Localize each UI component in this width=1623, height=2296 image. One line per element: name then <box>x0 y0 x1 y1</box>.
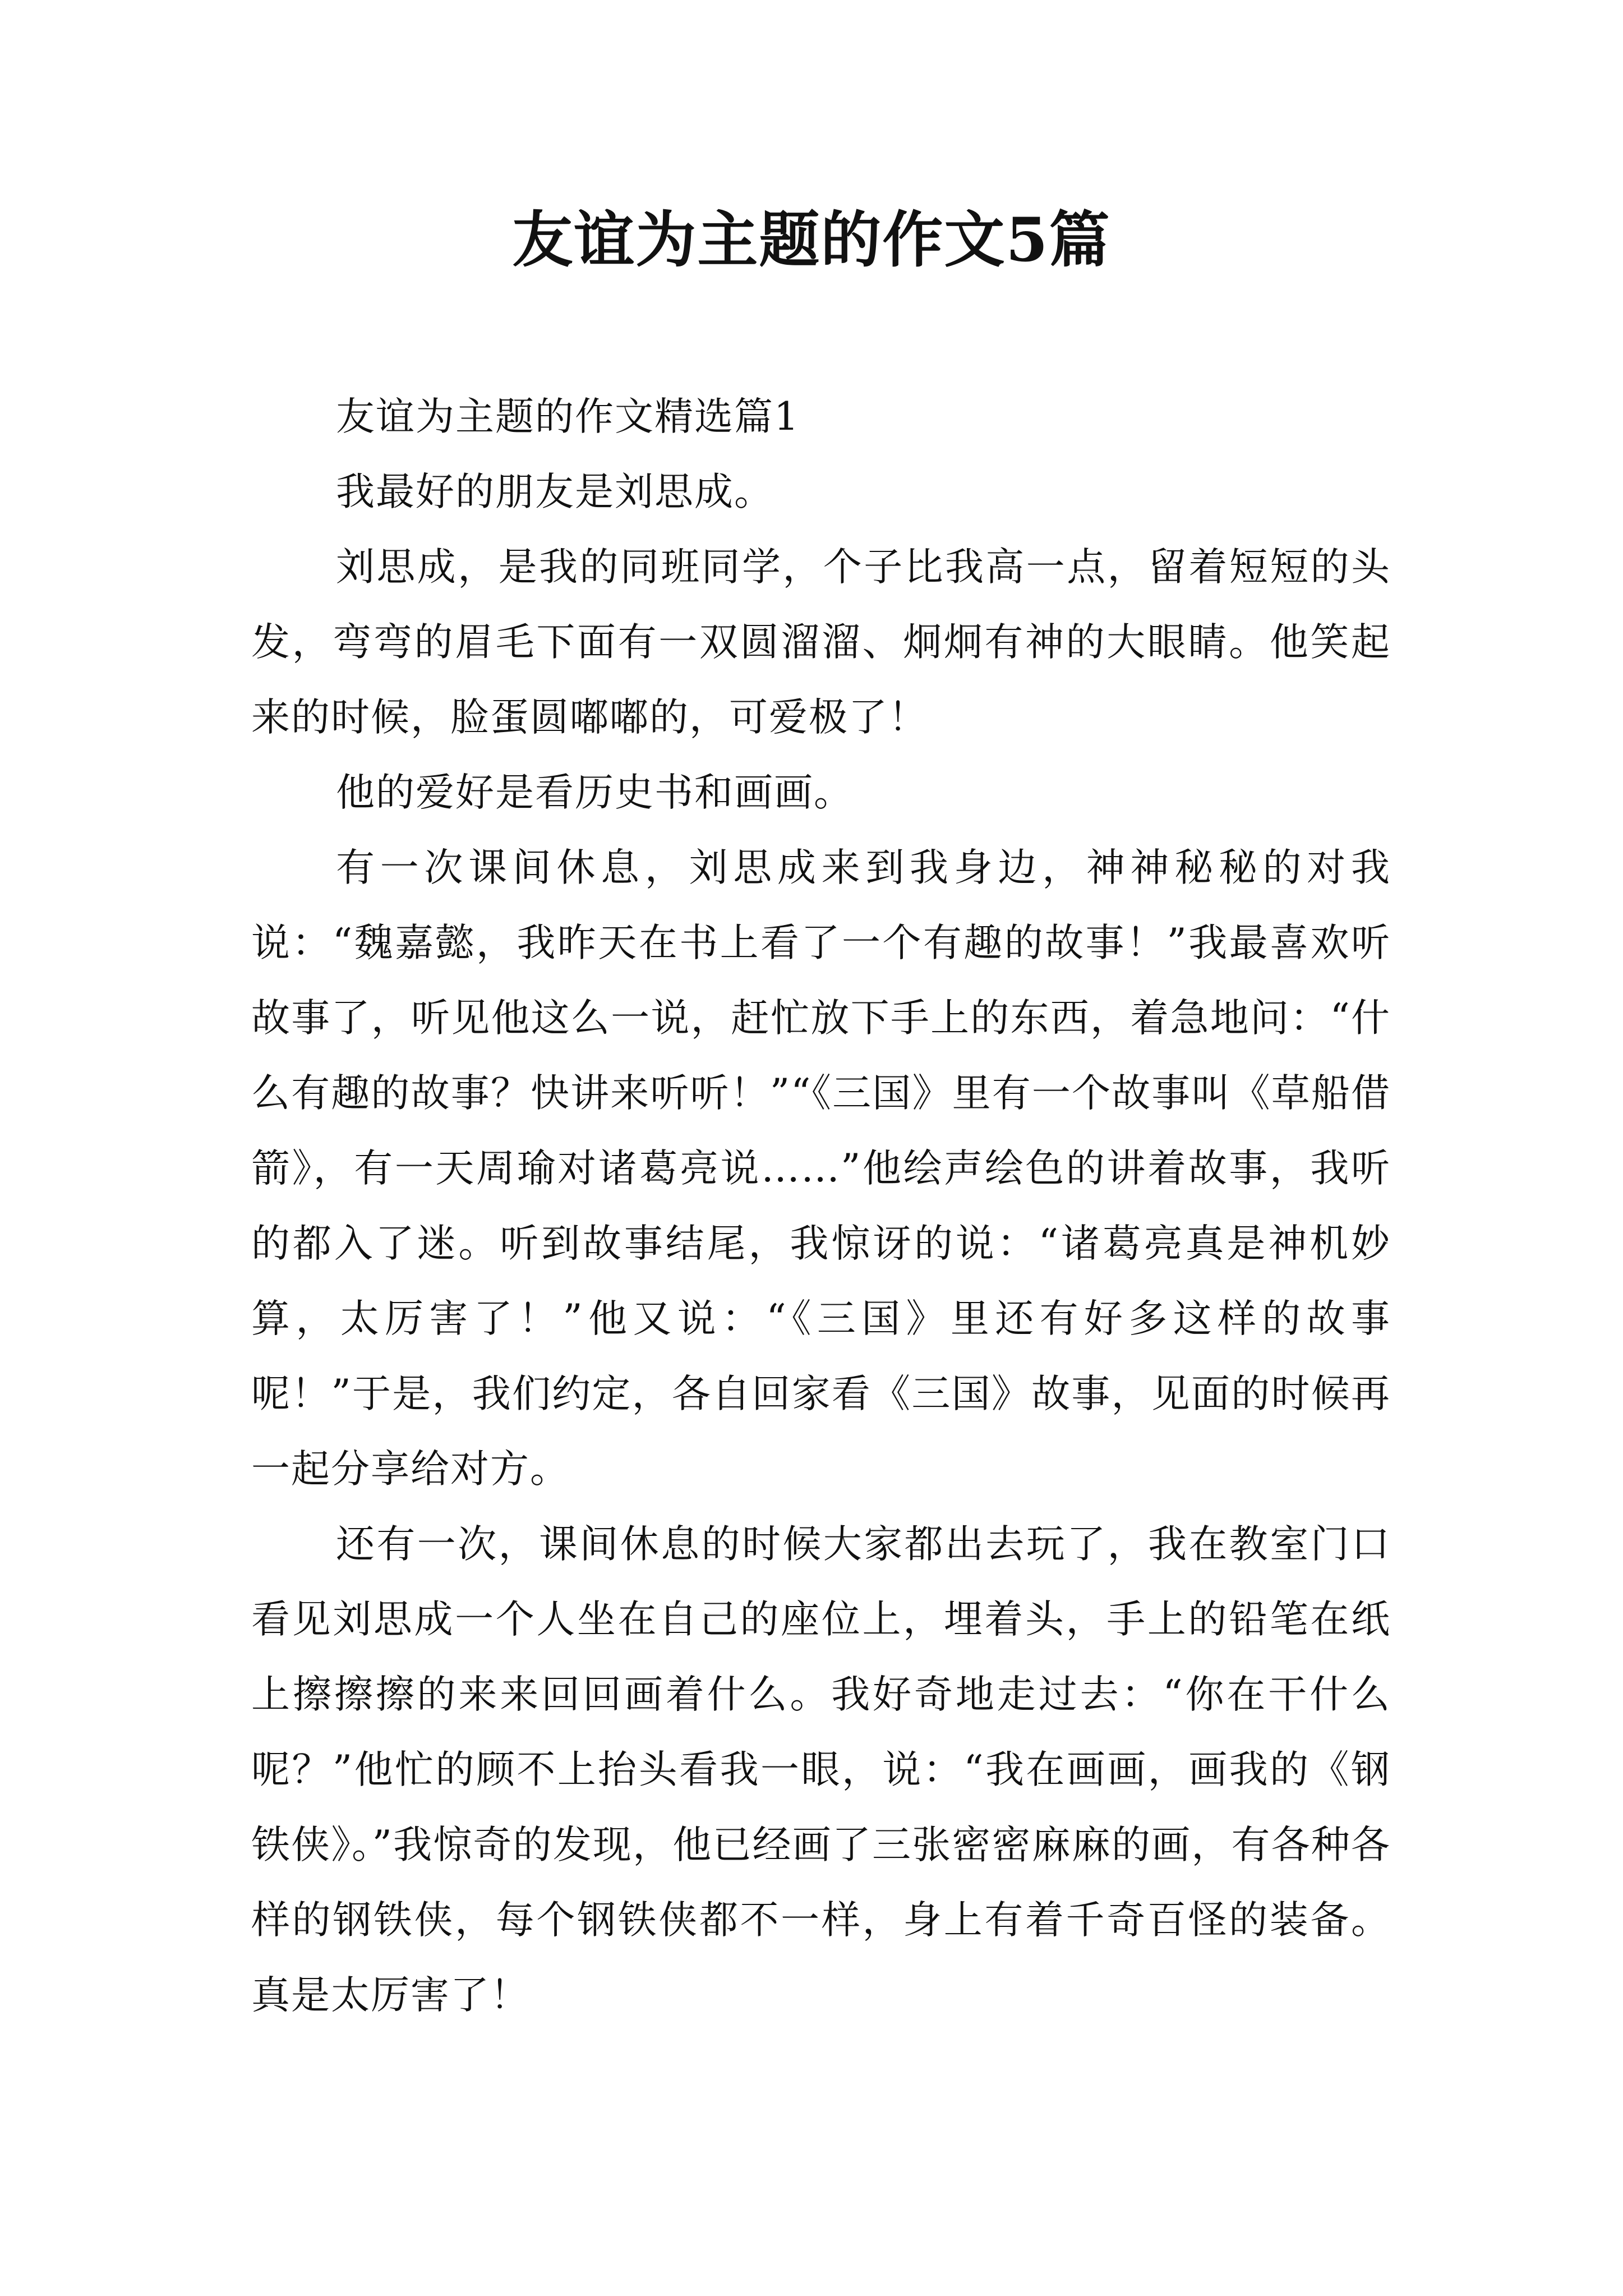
document-body <box>251 379 1391 2033</box>
paragraph: 刘思成，是我的同班同学，个子比我高一点，留着短短的头发，弯弯的眉毛下面有一双圆溜溜、炯炯有神的大眼睛。他笑起来的时候，脸蛋圆嘟嘟的，可爱极了！ <box>251 545 1391 740</box>
paragraph: 有一次课间休息，刘思成来到我身边，神神秘秘的对我说：“魏嘉懿，我昨天在书上看了一个有趣的故事！”我最喜欢听故事了，听见他这么一说，赶忙放下手上的东西，着急地问：“什么有趣的故事？快讲来听听！”“《三国》里有一个故事叫《草船借箭》，有一天周瑜对诸葛亮说……”他绘声绘色的讲着故事，我听的都入了迷。听到故事结尾，我惊讶的说：“诸葛亮真是神机妙算，太厉害了！”他又说：“《三国》里还有好多这样的故事呢！”于是，我们约定，各自回家看《三国》故事，见面的时候再一起分享给对方。 <box>251 845 1391 1492</box>
section-heading: 友谊为主题的作文精选篇1 <box>336 394 800 439</box>
paragraph: 他的爱好是看历史书和画画。 <box>336 770 854 815</box>
paragraph: 还有一次，课间休息的时候大家都出去玩了，我在教室门口看见刘思成一个人坐在自己的座位上，埋着头，手上的铅笔在纸上擦擦擦的来来回回画着什么。我好奇地走过去：“你在干什么呢？”他忙的顾不上抬头看我一眼，说：“我在画画，画我的《钢铁侠》。”我惊奇的发现，他已经画了三张密密麻麻的画，有各种各样的钢铁侠，每个钢铁侠都不一样，身上有着千奇百怪的装备。真是太厉害了！ <box>251 1522 1391 2018</box>
document-title: 友谊为主题的作文5篇 <box>512 205 1111 275</box>
paragraph: 我最好的朋友是刘思成。 <box>336 470 774 514</box>
